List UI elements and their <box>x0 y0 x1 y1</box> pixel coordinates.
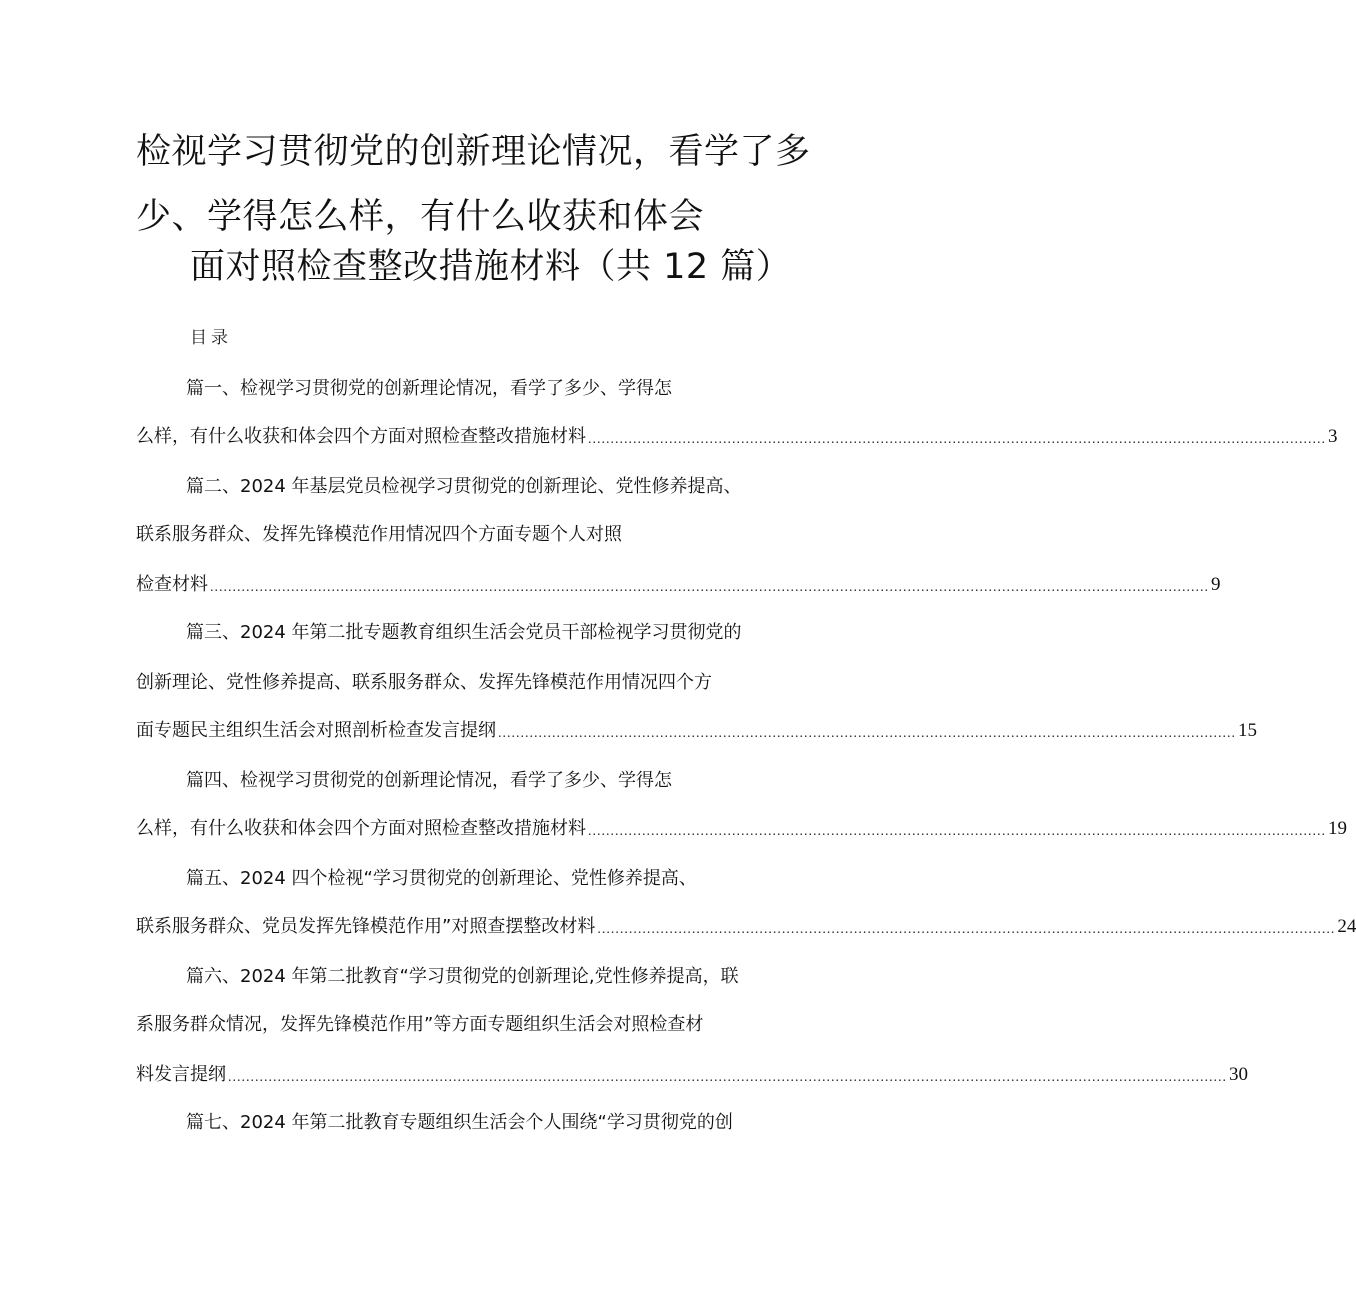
toc-entry-2-page: 9 <box>1211 574 1221 595</box>
toc-entry-3-page: 15 <box>1238 720 1257 741</box>
toc-entry-5-page: 24 <box>1337 916 1356 937</box>
toc-entry-4-line-1: 篇四、检视学习贯彻党的创新理论情况，看学了多少、学得怎 <box>186 770 672 791</box>
toc-entry-2-line-1: 篇二、2024 年基层党员检视学习贯彻党的创新理论、党性修养提高、 <box>186 476 742 497</box>
toc-entry-1-last-line[interactable] <box>136 424 1338 450</box>
toc-entry-2-last-line[interactable] <box>136 572 1221 598</box>
toc-entry-6-text: 料发言提纲 <box>136 1064 226 1085</box>
toc-entry-3-line-1: 篇三、2024 年第二批专题教育组织生活会党员干部检视学习贯彻党的 <box>186 622 742 643</box>
toc-entry-1-line-1: 篇一、检视学习贯彻党的创新理论情况，看学了多少、学得怎 <box>186 378 672 399</box>
toc-entry-5-last-line[interactable] <box>136 914 1356 940</box>
toc-leader-dots: .................................................................................................................................................................... <box>588 824 1326 839</box>
toc-entry-3-text: 面专题民主组织生活会对照剖析检查发言提纲 <box>136 720 496 741</box>
toc-heading: 目录 <box>190 328 232 348</box>
toc-entry-3-last-line[interactable] <box>136 718 1257 744</box>
toc-leader-dots: .................................................................................................................................................................... <box>498 726 1236 741</box>
document-title-line-1: 检视学习贯彻党的创新理论情况，看学了多 <box>136 132 811 172</box>
toc-entry-6-page: 30 <box>1229 1064 1248 1085</box>
toc-entry-5-text: 联系服务群众、党员发挥先锋模范作用”对照查摆整改材料 <box>136 916 596 937</box>
toc-entry-6-line-2: 系服务群众情况，发挥先锋模范作用”等方面专题组织生活会对照检查材 <box>136 1014 704 1035</box>
toc-entry-5-line-1: 篇五、2024 四个检视“学习贯彻党的创新理论、党性修养提高、 <box>186 868 697 889</box>
toc-entry-6-last-line[interactable] <box>136 1062 1248 1088</box>
document-title-line-2: 少、学得怎么样，有什么收获和体会 <box>136 197 705 237</box>
toc-entry-4-page: 19 <box>1328 818 1347 839</box>
toc-entry-6-line-1: 篇六、2024 年第二批教育“学习贯彻党的创新理论,党性修养提高，联 <box>186 966 739 987</box>
toc-entry-4-text: 么样，有什么收获和体会四个方面对照检查整改措施材料 <box>136 818 586 839</box>
toc-entry-2-text: 检查材料 <box>136 574 208 595</box>
toc-entry-3-line-2: 创新理论、党性修养提高、联系服务群众、发挥先锋模范作用情况四个方 <box>136 672 712 693</box>
toc-leader-dots: .............................................................................................................................................................................................................................. <box>210 580 1209 595</box>
toc-leader-dots: .................................................................................................................................................................... <box>588 432 1326 447</box>
toc-entry-1-page: 3 <box>1328 426 1338 447</box>
toc-leader-dots: .................................................................................................................................................................... <box>597 922 1336 937</box>
toc-leader-dots: .............................................................................................................................................................................................................................. <box>228 1070 1227 1085</box>
toc-entry-1-text: 么样，有什么收获和体会四个方面对照检查整改措施材料 <box>136 426 586 447</box>
toc-entry-2-line-2: 联系服务群众、发挥先锋模范作用情况四个方面专题个人对照 <box>136 524 622 545</box>
toc-entry-4-last-line[interactable] <box>136 816 1347 842</box>
document-title-line-3: 面对照检查整改措施材料（共 12 篇） <box>190 247 792 287</box>
toc-entry-7-line-1: 篇七、2024 年第二批教育专题组织生活会个人围绕“学习贯彻党的创 <box>186 1112 733 1133</box>
